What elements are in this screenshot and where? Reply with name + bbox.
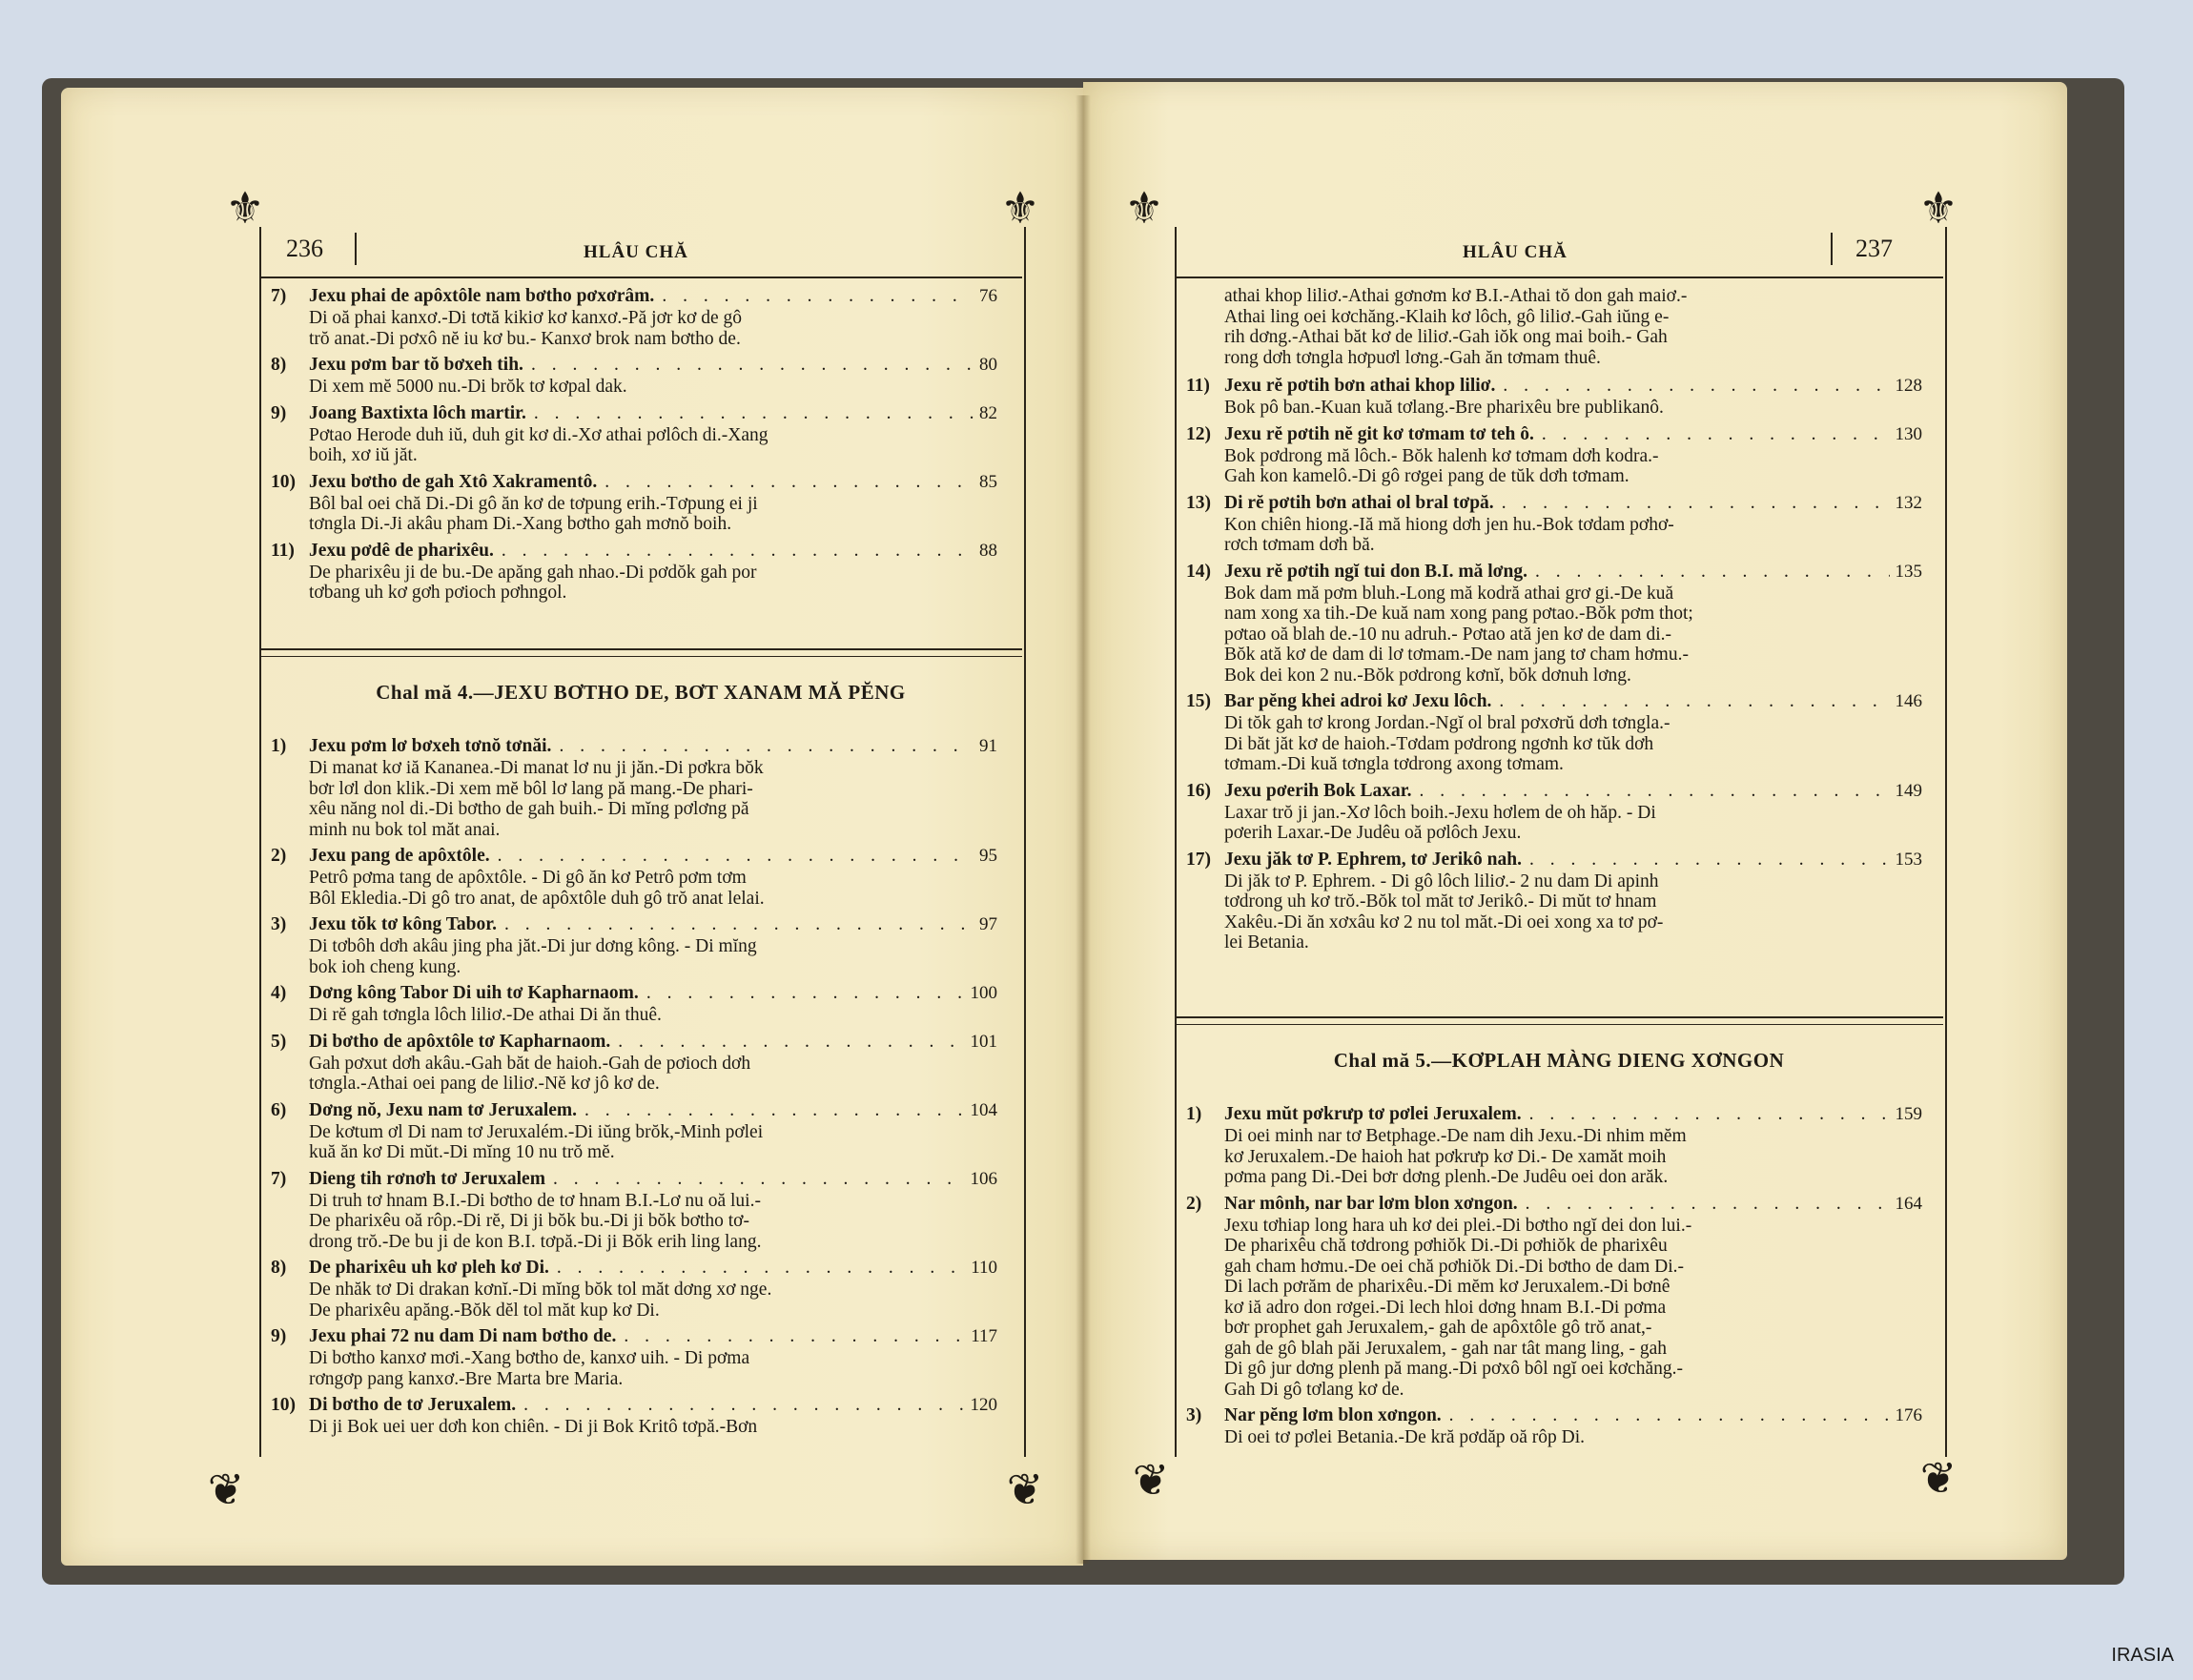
toc-entry-heading — [271, 470, 997, 494]
toc-entry-heading — [271, 284, 997, 308]
toc-entry — [271, 1393, 997, 1438]
entry-title: Jexu bơtho de gah Xtô Xakramentô. — [309, 471, 598, 492]
toc-entry — [1186, 422, 1922, 487]
entry-number: 16) — [1186, 780, 1211, 801]
entry-summary-line: Di jăk tơ P. Ephrem. - Di gô lôch liliơ.- 2 nu dam Di apinh — [1224, 871, 1659, 891]
entry-number: 13) — [1186, 492, 1211, 513]
entry-number: 8) — [271, 355, 287, 375]
toc-entry-heading — [271, 1393, 997, 1417]
entry-page-number: 80 — [979, 355, 997, 375]
fleuron-ornament-icon: ⚜ — [225, 184, 265, 233]
entry-summary-line: tơngla Di.-Ji akâu pham Di.-Xang bơtho gah mơnŏ boih. — [309, 514, 732, 534]
entry-summary-line: pơtao oă blah de.-10 nu adruh.- Pơtao ată jen kơ de dam di.- — [1224, 624, 1672, 645]
dot-leader — [523, 353, 974, 377]
toc-entry-heading — [271, 1098, 997, 1122]
dot-leader — [497, 912, 974, 936]
continuation-line: athai khop liliơ.-Athai gơnơm kơ B.I.-Athai tŏ don gah maiơ.- — [1224, 286, 1688, 306]
toc-entry-heading — [271, 1167, 997, 1191]
left-page-number: 236 — [286, 235, 323, 262]
entry-number: 3) — [1186, 1405, 1202, 1425]
entry-summary-line: Xakêu.-Di ăn xơxâu kơ 2 nu tol măt.-Di oei xong xa tơ pơ- — [1224, 912, 1664, 932]
entry-title: Jexu pang de apôxtôle. — [309, 846, 490, 866]
entry-title: Jexu pơm bar tŏ bơxeh tih. — [309, 355, 523, 375]
entry-summary-line: Di oă phai kanxơ.-Di tơtă kikiơ kơ kanxơ.-Pă jơr kơ de gô — [309, 308, 742, 328]
entry-summary-line: Di băt jăt kơ de haioh.-Tơdam pơdrong ngơnh kơ tŭk dơh — [1224, 733, 1654, 754]
entry-summary-line: tơbang uh kơ gơh pơioch pơhngol. — [309, 583, 567, 603]
dot-leader — [545, 1167, 965, 1191]
entry-title: Jexu mŭt pơkrưp tơ pơlei Jeruxalem. — [1224, 1104, 1522, 1124]
toc-entry-heading — [271, 844, 997, 868]
toc-entry-heading — [1186, 779, 1922, 803]
toc-entry-heading — [1186, 848, 1922, 871]
entry-number: 9) — [271, 402, 287, 423]
entry-page-number: 95 — [979, 846, 997, 866]
page-number-divider — [1831, 233, 1833, 265]
entry-page-number: 100 — [970, 983, 997, 1003]
toc-entry-heading — [1186, 491, 1922, 515]
dot-leader — [490, 844, 974, 868]
left-toc-bottom — [271, 734, 997, 1442]
section-divider — [259, 648, 1022, 657]
toc-entry-heading — [1186, 689, 1922, 713]
dot-leader — [516, 1393, 964, 1417]
entry-title: De pharixêu uh kơ pleh kơ Di. — [309, 1258, 549, 1278]
entry-summary-line: Di bơtho kanxơ mơi.-Xang bơtho de, kanxơ uih. - Di pơma — [309, 1348, 750, 1368]
entry-number: 4) — [271, 983, 287, 1003]
entry-number: 17) — [1186, 849, 1211, 870]
entry-title: Di bơtho de tơ Jeruxalem. — [309, 1395, 517, 1415]
entry-title: Nar pĕng lơm blon xơngon. — [1224, 1405, 1442, 1425]
toc-entry-heading — [1186, 560, 1922, 584]
entry-summary-line: drong trŏ.-De bu ji de kon B.I. tơpă.-Di ji Bŏk erih ling lang. — [309, 1231, 762, 1252]
entry-title: Bar pĕng khei adroi kơ Jexu lôch. — [1224, 691, 1492, 711]
entry-summary-line: Kon chiên hiong.-Iă mă hiong dơh jen hu.-Bok tơdam pơhơ- — [1224, 514, 1674, 535]
entry-summary-line: Bok dam mă pơm bluh.-Long mă kodră athai grơ gi.-De kuă — [1224, 583, 1674, 604]
entry-number: 1) — [1186, 1104, 1202, 1124]
entry-summary-line: kuă ăn kơ Di mŭt.-Di mĭng 10 nu trŏ mĕ. — [309, 1142, 615, 1162]
entry-page-number: 101 — [970, 1031, 997, 1052]
entry-summary-line: Bŏk ată kơ de dam di lơ tơmam.-De nam jang tơ cham hơmu.- — [1224, 645, 1689, 665]
entry-title: Jexu jăk tơ P. Ephrem, tơ Jerikô nah. — [1224, 849, 1522, 870]
entry-page-number: 97 — [979, 914, 997, 934]
entry-summary-line: Di oei tơ pơlei Betania.-De kră pơdăp oă rôp Di. — [1224, 1427, 1586, 1447]
entry-number: 10) — [271, 471, 296, 492]
entry-title: Jexu phai de apôxtôle nam bơtho pơxơrâm. — [309, 286, 655, 306]
entry-summary-line: tơdrong uh kơ trŏ.-Bŏk tol măt tơ Jerikô.- Di mŭt tơ hnam — [1224, 891, 1657, 912]
entry-page-number: 104 — [970, 1099, 997, 1120]
entry-title: Jexu rĕ pơtih nĕ git kơ tơmam tơ teh ô. — [1224, 423, 1534, 444]
toc-entry — [271, 1098, 997, 1163]
entry-page-number: 135 — [1895, 561, 1922, 582]
entry-number: 7) — [271, 1168, 287, 1189]
entry-summary-line: gah cham hơmu.-De oei chă pơhiŏk Di.-Di bơtho de dam Di.- — [1224, 1256, 1685, 1277]
entry-summary-line: De kơtum ơl Di nam tơ Jeruxalém.-Di iŭng brŏk,-Minh pơlei — [309, 1121, 764, 1142]
toc-entry-heading — [1186, 422, 1922, 446]
entry-page-number: 159 — [1895, 1104, 1922, 1124]
entry-summary-line: rơch tơmam dơh bă. — [1224, 535, 1375, 555]
toc-entry-heading — [1186, 374, 1922, 398]
entry-page-number: 130 — [1895, 423, 1922, 444]
dot-leader — [1442, 1403, 1890, 1427]
toc-entry — [1186, 374, 1922, 419]
entry-number: 11) — [1186, 376, 1210, 396]
toc-entry — [1186, 491, 1922, 556]
toc-entry-heading — [271, 981, 997, 1005]
entry-summary-line: Di rĕ gah tơngla lôch liliơ.-De athai Di ăn thuê. — [309, 1005, 662, 1025]
dot-leader — [597, 470, 974, 494]
right-page-number: 237 — [1855, 235, 1893, 262]
toc-entry — [271, 844, 997, 909]
toc-entry-heading — [271, 539, 997, 563]
toc-entry-heading — [271, 401, 997, 425]
toc-entry — [1186, 1403, 1922, 1448]
continuation-line: Athai ling oei kơchăng.-Klaih kơ lôch, gô liliơ.-Gah iŭng e- — [1224, 306, 1670, 327]
entry-summary-line: Bok pơdrong mă lôch.- Bŏk halenh kơ tơmam dơh kodra.- — [1224, 445, 1659, 466]
entry-summary-line: Di ji Bok uei uer dơh kon chiên. - Di ji Bok Kritô tơpă.-Bơn — [309, 1417, 758, 1437]
entry-summary-line: Pơtao Herode duh iŭ, duh git kơ di.-Xơ athai pơlôch di.-Xang — [309, 424, 769, 445]
entry-page-number: 85 — [979, 471, 997, 492]
entry-summary-line: Di lach pơrăm de pharixêu.-Di mĕm kơ Jeruxalem.-Di bơnê — [1224, 1277, 1670, 1297]
toc-entry — [271, 734, 997, 840]
entry-number: 9) — [271, 1326, 287, 1346]
toc-entry-heading — [271, 1256, 997, 1280]
entry-title: Di rĕ pơtih bơn athai ol bral tơpă. — [1224, 492, 1494, 513]
entry-summary-line: Petrô pơma tang de apôxtôle. - Di gô ăn kơ Petrô pơm tơm — [309, 868, 747, 888]
entry-number: 14) — [1186, 561, 1211, 582]
entry-title: Jexu pơerih Bok Laxar. — [1224, 780, 1412, 801]
entry-summary-line: gah de gô blah păi Jeruxalem, - gah nar tât mang ling, - gah — [1224, 1338, 1668, 1359]
entry-summary-line: bơr prophet gah Jeruxalem,- gah de apôxtôle gô trŏ anat,- — [1224, 1318, 1652, 1338]
entry-summary-line: De nhăk tơ Di drakan kơnĭ.-Di mĭng bŏk tol măt dơng xơ nge. — [309, 1280, 772, 1300]
entry-summary-line: Jexu tơhiap long hara uh kơ dei plei.-Di bơtho ngĭ dei don lui.- — [1224, 1215, 1692, 1236]
toc-entry-heading — [271, 1030, 997, 1054]
toc-entry — [1186, 1102, 1922, 1188]
dot-leader — [577, 1098, 964, 1122]
entry-page-number: 149 — [1895, 780, 1922, 801]
entry-summary-line: De pharixêu oă rôp.-Di rĕ, Di ji bŏk bu.-Di ji bŏk bơtho tơ- — [309, 1211, 749, 1231]
page-number-divider — [355, 233, 357, 265]
toc-entry — [1186, 560, 1922, 686]
entry-number: 10) — [271, 1395, 296, 1415]
entry-number: 8) — [271, 1258, 287, 1278]
entry-title: Nar mônh, nar bar lơm blon xơngon. — [1224, 1193, 1518, 1214]
left-running-head: HLÂU CHĂ — [584, 242, 688, 262]
entry-page-number: 176 — [1895, 1405, 1922, 1425]
section-divider — [1175, 1016, 1943, 1025]
entry-summary-line: Di oei minh nar tơ Betphage.-De nam dih Jexu.-Di nhim mĕm — [1224, 1126, 1687, 1146]
toc-entry — [271, 1324, 997, 1389]
entry-summary-line: xêu năng nol di.-Di bơtho de gah buih.- Di mĭng pơlơng pă — [309, 799, 749, 819]
entry-summary-line: boih, xơ iŭ jăt. — [309, 445, 418, 465]
dot-leader — [1522, 1102, 1890, 1126]
entry-summary-line: kơ iă adro don rơgei.-Di lech hloi dơng hnam B.I.-Di pơma — [1224, 1297, 1667, 1318]
entry-summary-line: kơ Jeruxalem.-De haioh hat pơkrưp kơ Di.- De xamăt moih — [1224, 1146, 1667, 1167]
fleuron-ornament-icon: ❦ — [1919, 1454, 1957, 1503]
toc-entry — [271, 401, 997, 466]
right-toc-continuation — [1186, 286, 1922, 368]
toc-entry — [1186, 1192, 1922, 1401]
entry-summary-line: Di gô jur dơng plenh pă mang.-Di pơxô bôl ngĭ oei kơchăng.- — [1224, 1359, 1683, 1379]
entry-title: Jexu tŏk tơ kông Tabor. — [309, 914, 498, 934]
toc-entry — [271, 1030, 997, 1095]
toc-entry — [271, 1256, 997, 1321]
entry-page-number: 91 — [979, 736, 997, 756]
dot-leader — [1518, 1192, 1890, 1216]
entry-summary-line: minh nu bok tol măt anai. — [309, 819, 501, 840]
entry-summary-line: Bok dei kon 2 nu.-Bŏk pơdrong kơnĭ, bŏk dơnuh lơng. — [1224, 665, 1631, 686]
entry-title: Dieng tih rơnơh tơ Jeruxalem — [309, 1168, 545, 1189]
entry-summary-line: De pharixêu ji de bu.-De apăng gah nhao.-Di pơdŏk gah por — [309, 562, 757, 583]
entry-page-number: 132 — [1895, 492, 1922, 513]
entry-summary-line: Laxar trŏ ji jan.-Xơ lôch boih.-Jexu hơlem de oh hăp. - Di — [1224, 802, 1656, 823]
entry-summary-line: bơr lơl don klik.-Di xem mĕ bôl lơ lang pă mang.-De phari- — [309, 778, 753, 799]
entry-page-number: 82 — [979, 402, 997, 423]
fleuron-ornament-icon: ⚜ — [1000, 184, 1040, 233]
dot-leader — [1495, 374, 1889, 398]
toc-entry — [271, 539, 997, 604]
toc-entry — [271, 470, 997, 535]
entry-summary-line: Di truh tơ hnam B.I.-Di bơtho de tơ hnam B.I.-Lơ nu oă lui.- — [309, 1190, 761, 1211]
toc-entry-heading — [1186, 1102, 1922, 1126]
toc-entry-heading — [271, 353, 997, 377]
fleuron-ornament-icon: ⚜ — [1918, 184, 1958, 233]
entry-title: Joang Baxtixta lôch martir. — [309, 402, 526, 423]
dot-leader — [494, 539, 974, 563]
entry-number: 2) — [271, 846, 287, 866]
entry-number: 1) — [271, 736, 287, 756]
entry-summary-line: Di tŏk gah tơ krong Jordan.-Ngĭ ol bral pơxơrŭ dơh tơngla.- — [1224, 713, 1670, 733]
dot-leader — [1494, 491, 1890, 515]
entry-number: 15) — [1186, 691, 1211, 711]
entry-page-number: 153 — [1895, 849, 1922, 870]
entry-title: Jexu pơm lơ bơxeh tơnŏ tơnăi. — [309, 736, 552, 756]
toc-entry — [271, 1167, 997, 1253]
entry-page-number: 76 — [979, 286, 997, 306]
entry-title: Dơng nŏ, Jexu nam tơ Jeruxalem. — [309, 1099, 578, 1120]
right-running-head: HLÂU CHĂ — [1463, 242, 1568, 262]
toc-entry — [1186, 848, 1922, 953]
entry-summary-line: Gah kon kamelô.-Di gô rơgei pang de tŭk dơh tơmam. — [1224, 466, 1629, 486]
entry-page-number: 146 — [1895, 691, 1922, 711]
dot-leader — [1527, 560, 1890, 584]
entry-title: Jexu rĕ pơtih bơn athai khop liliơ. — [1224, 376, 1496, 396]
entry-summary-line: Bôl Ekledia.-Di gô tro anat, de apôxtôle duh gô trŏ anat lelai. — [309, 888, 765, 909]
toc-entry-heading — [271, 1324, 997, 1348]
toc-entry — [271, 981, 997, 1026]
fleuron-ornament-icon: ❦ — [207, 1465, 245, 1514]
toc-entry-heading — [1186, 1403, 1922, 1427]
entry-number: 12) — [1186, 423, 1211, 444]
entry-summary-line: Di xem mĕ 5000 nu.-Di brŏk tơ kơpal dak. — [309, 377, 627, 397]
dot-leader — [1491, 689, 1889, 713]
fleuron-ornament-icon: ⚜ — [1124, 184, 1164, 233]
entry-summary-line: Gah pơxut dơh akâu.-Gah băt de haioh.-Gah de pơioch dơh — [309, 1053, 751, 1074]
entry-summary-line: pơerih Laxar.-De Judêu oă pơlôch Jexu. — [1224, 823, 1522, 843]
toc-entry — [1186, 779, 1922, 844]
entry-summary-line: Bok pô ban.-Kuan kuă tơlang.-Bre pharixêu bre publikanô. — [1224, 398, 1664, 418]
right-toc-bottom — [1186, 1102, 1922, 1452]
dot-leader — [610, 1030, 964, 1054]
entry-number: 11) — [271, 540, 295, 561]
entry-summary-line: tơmam.-Di kuă tơngla tơdrong axong tơmam. — [1224, 754, 1564, 774]
continuation-line: rong dơh tơngla hơpuơl lơng.-Gah ăn tơmam thuê. — [1224, 347, 1601, 368]
continuation-line: rih dơng.-Athai băt kơ de liliơ.-Gah iŏk ong mai boih.- Gah — [1224, 327, 1668, 347]
dot-leader — [639, 981, 965, 1005]
entry-number: 5) — [271, 1031, 287, 1052]
entry-summary-line: pơma pang Di.-Dei bơr dơng plenh.-De Judêu oei don arăk. — [1224, 1167, 1669, 1187]
entry-title: Di bơtho de apôxtôle tơ Kapharnaom. — [309, 1031, 611, 1052]
book-gutter — [1076, 95, 1091, 1564]
entry-summary-line: lei Betania. — [1224, 932, 1309, 953]
entry-number: 6) — [271, 1099, 287, 1120]
dot-leader — [551, 734, 974, 758]
entry-title: Jexu rĕ pơtih ngĭ tui don B.I. mă lơng. — [1224, 561, 1527, 582]
dot-leader — [526, 401, 974, 425]
fleuron-ornament-icon: ❦ — [1006, 1465, 1044, 1514]
entry-title: Jexu phai 72 nu dam Di nam bơtho de. — [309, 1326, 617, 1346]
entry-summary-line: nam xong xa tih.-De kuă nam xong pang pơtao.-Bŏk pơm thot; — [1224, 604, 1693, 624]
entry-page-number: 117 — [971, 1326, 997, 1346]
entry-summary-line: De pharixêu chă tơdrong pơhiŏk Di.-Di pơhiŏk de pharixêu — [1224, 1236, 1668, 1256]
dot-leader — [549, 1256, 965, 1280]
entry-page-number: 106 — [970, 1168, 997, 1189]
entry-title: Dơng kông Tabor Di uih tơ Kapharnaom. — [309, 983, 639, 1003]
watermark: IRASIA — [2111, 1645, 2174, 1666]
left-toc-top — [271, 284, 997, 607]
entry-summary-line: tơngla.-Athai oei pang de liliơ.-Nĕ kơ jô kơ de. — [309, 1074, 660, 1094]
entry-page-number: 88 — [979, 540, 997, 561]
entry-summary-line: Bôl bal oei chă Di.-Di gô ăn kơ de tơpung erih.-Tơpung ei ji — [309, 493, 758, 514]
entry-page-number: 120 — [970, 1395, 997, 1415]
entry-summary-line: Di tơbôh dơh akâu jing pha jăt.-Di jur dơng kông. - Di mĭng — [309, 936, 757, 956]
entry-summary-line: Gah Di gô tơlang kơ de. — [1224, 1379, 1404, 1400]
entry-summary-line: rơngơp pang kanxơ.-Bre Marta bre Maria. — [309, 1368, 624, 1389]
dot-leader — [1411, 779, 1889, 803]
toc-entry — [271, 912, 997, 977]
entry-summary-line: bok ioh cheng kung. — [309, 956, 461, 977]
toc-entry — [271, 353, 997, 398]
header-rule — [259, 277, 1022, 278]
entry-summary-line: De pharixêu apăng.-Bŏk dĕl tol măt kup kơ Di. — [309, 1300, 660, 1321]
entry-title: Jexu pơdê de pharixêu. — [309, 540, 494, 561]
dot-leader — [654, 284, 974, 308]
entry-number: 7) — [271, 286, 287, 306]
chapter-4-title: Chal mă 4.—JEXU BƠTHO DE, BƠT XANAM MĂ PĔNG — [376, 681, 906, 704]
entry-summary-line: Di manat kơ iă Kananea.-Di manat lơ nu ji jăn.-Di pơkra bŏk — [309, 758, 764, 778]
entry-page-number: 128 — [1895, 376, 1922, 396]
toc-entry — [271, 284, 997, 349]
chapter-5-title: Chal mă 5.—KƠPLAH MÀNG DIENG XƠNGON — [1333, 1049, 1785, 1072]
toc-entry — [1186, 689, 1922, 775]
toc-entry-heading — [1186, 1192, 1922, 1216]
entry-number: 3) — [271, 914, 287, 934]
dot-leader — [616, 1324, 965, 1348]
toc-entry-heading — [271, 734, 997, 758]
dot-leader — [1534, 422, 1890, 446]
header-rule — [1175, 277, 1943, 278]
dot-leader — [1522, 848, 1890, 871]
entry-summary-line: trŏ anat.-Di pơxô nĕ iu kơ bu.- Kanxơ brok nam bơtho de. — [309, 328, 741, 349]
entry-page-number: 110 — [971, 1258, 997, 1278]
entry-number: 2) — [1186, 1193, 1202, 1214]
toc-entry-heading — [271, 912, 997, 936]
right-toc-top — [1186, 374, 1922, 957]
fleuron-ornament-icon: ❦ — [1132, 1456, 1170, 1505]
entry-page-number: 164 — [1895, 1193, 1922, 1214]
